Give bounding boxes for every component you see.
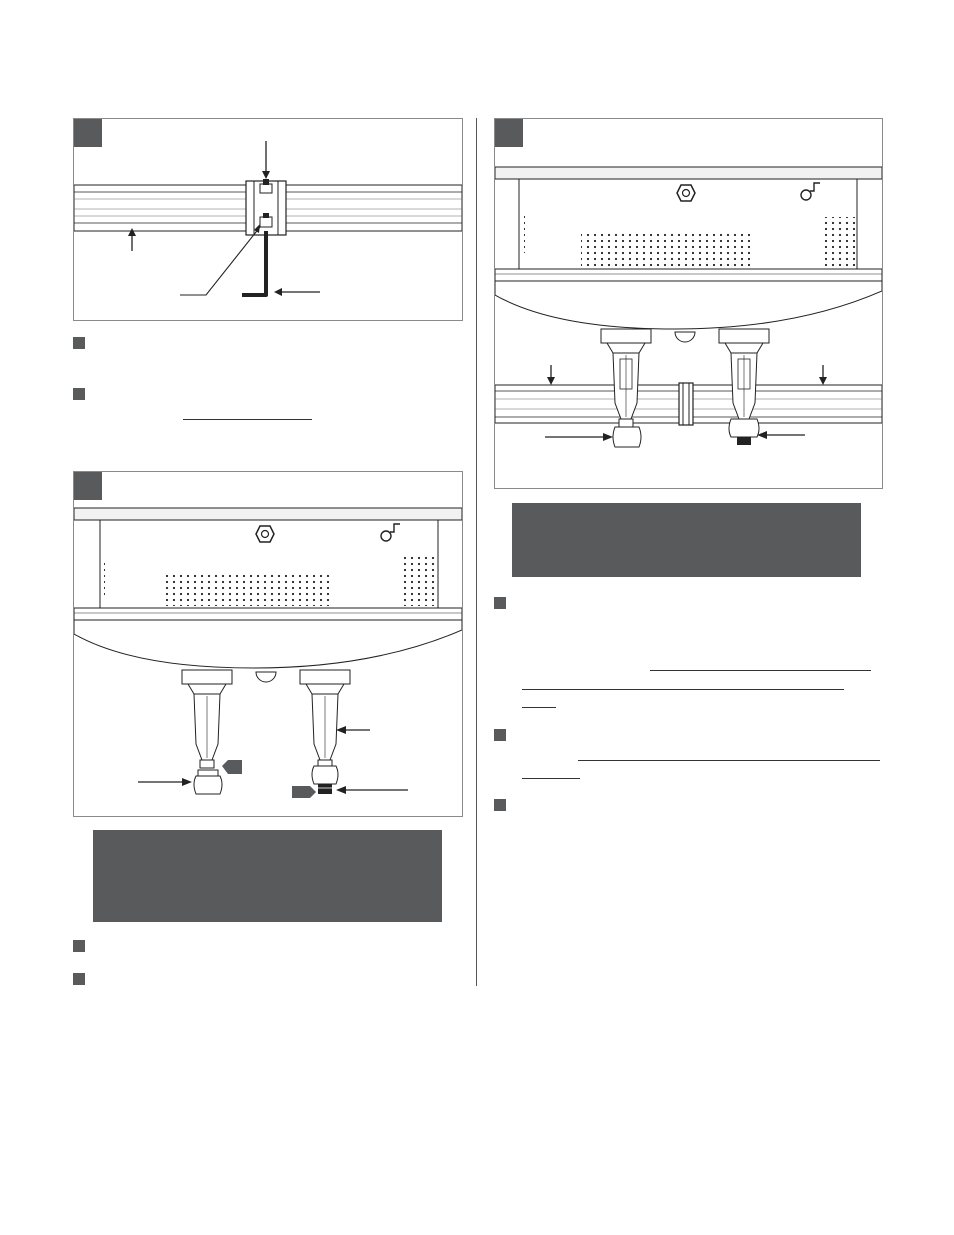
warning-note-left [93, 830, 442, 922]
step-bullet [494, 729, 506, 741]
underline [522, 707, 556, 708]
column-divider [476, 118, 477, 986]
underline [578, 760, 880, 761]
underline [650, 670, 871, 671]
underline [522, 689, 844, 690]
underline [522, 778, 580, 779]
warning-note-right [512, 503, 861, 577]
valve-unit-connect-figure [494, 118, 883, 489]
valve-unit-drawing [74, 472, 462, 816]
step-bullet [73, 973, 85, 985]
underline [183, 419, 312, 420]
step-bullet [73, 388, 85, 400]
valve-unit-drawing [495, 119, 882, 488]
step-bullet [494, 799, 506, 811]
step-bullet [73, 337, 85, 349]
pipe-joint-drawing [74, 119, 462, 320]
pipe-joint-figure [73, 118, 463, 321]
step-bullet [73, 940, 85, 952]
valve-unit-disconnect-figure [73, 471, 463, 817]
step-bullet [494, 597, 506, 609]
